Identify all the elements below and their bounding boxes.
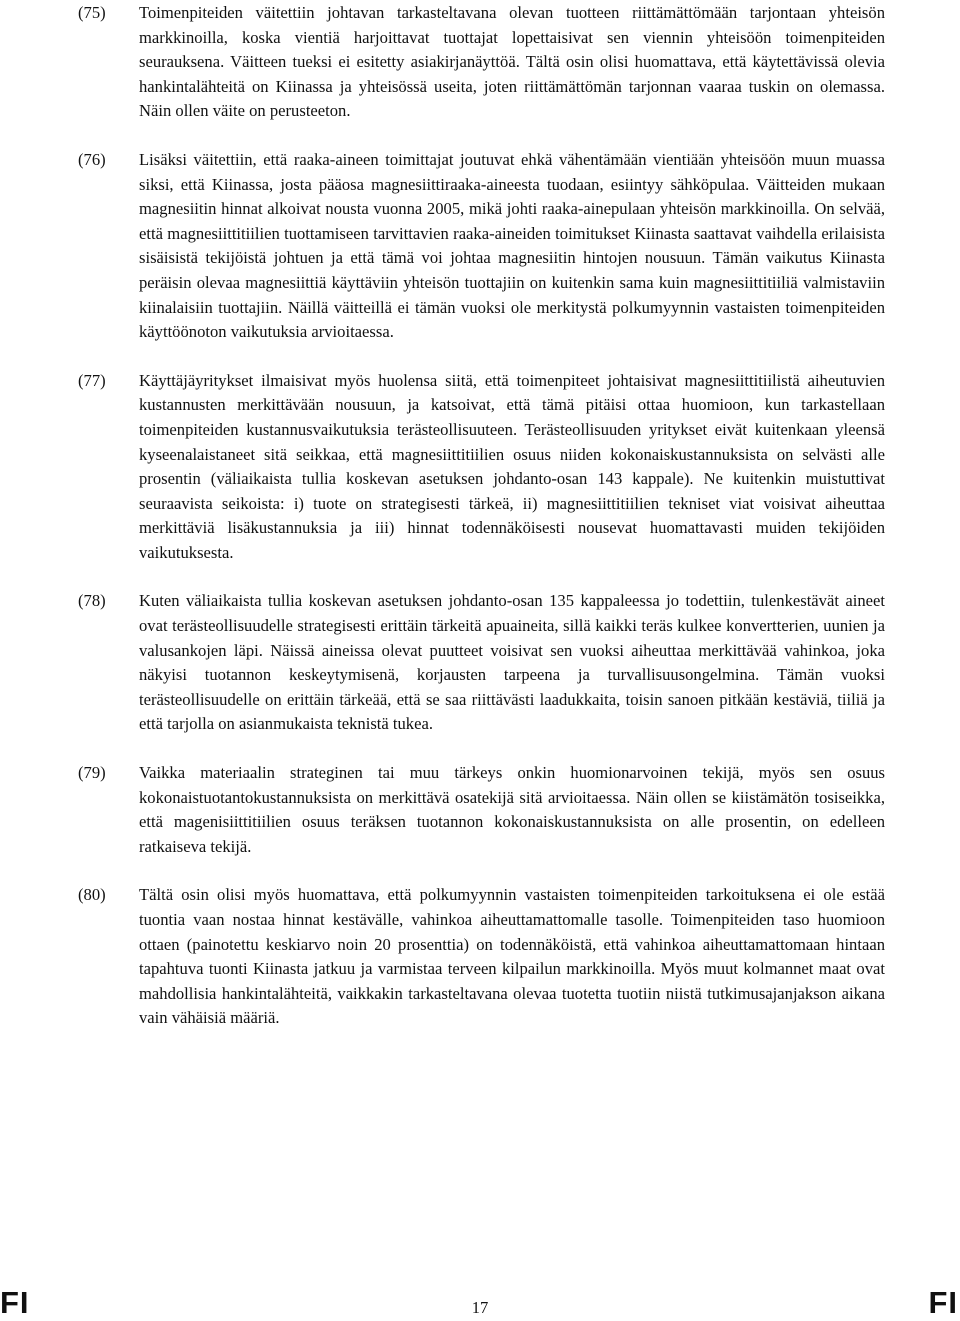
paragraph-text: Kuten väliaikaista tullia koskevan asetuksen johdanto-osan 135 kappaleessa jo todettiin, tulenkestävät aineet ovat terästeollisuudelle strategisesti erittäin tärkeitä apuaineita, sillä kaikki teräs kulkee konvertterien, uunien ja valusankojen läpi. Näissä aineissa olevat puutteet voisivat sen vuoksi aiheuttaa merkittävää vahinkoa, joka näkyisi tuotannon keskeytymisenä, korjausten tarpeena ja turvallisuusongelmina. Tämän vuoksi terästeollisuudelle on erittäin tärkeää, että se saa riittävästi laadukkaita, toisin sanoen pitkään kestäviä, tiiliä ja että tarjolla on asianmukaista teknistä tukea. [139,591,885,734]
paragraph-number: (76) [78,149,106,169]
paragraph-75 [78,1,885,124]
footer-language-code-left: FI [0,1285,30,1320]
paragraph-78 [78,589,885,737]
paragraph-number: (77) [78,370,106,390]
paragraph-number: (78) [78,591,106,611]
page-number: 17 [471,1298,489,1317]
paragraph-text: Lisäksi väitettiin, että raaka-aineen toimittajat joutuvat ehkä vähentämään vientiään yhteisöön muun muassa siksi, että Kiinassa, josta pääosa magnesiittiraaka-aineesta tuodaan, esiintyy sähköpulaa. Väitteiden mukaan magnesiitin hinnat alkoivat nousta vuonna 2005, mikä johti raaka-ainepulaan yhteisön markkinoilla. On selvää, että magnesiittitiilien tuottamiseen tarvittavien raaka-aineiden toimitukset Kiinasta saattavat vaihdella erilaisista sisäisistä tekijöistä johtuen ja että tämä voi johtaa magnesiitin hintojen nousuun. Tämän vaikutus Kiinasta peräisin olevaa magnesiittiä käyttäviin yhteisön tuottajiin on kuitenkin sama kuin magnesiittitiiliä valmistaviin kiinalaisiin tuottajiin. Näillä väitteillä ei tämän vuoksi ole merkitystä polkumyynnin vastaisten toimenpiteiden käyttöönoton vaikutuksia arvioitaessa. [139,149,885,342]
paragraph-text: Toimenpiteiden väitettiin johtavan tarkasteltavana olevan tuotteen riittämättömään tarjontaan yhteisön markkinoilla, koska vientiä harjoittavat tuottajat lopettaisivat sen viennin yhteisöön toimenpiteiden seurauksena. Väitteen tueksi ei esitetty asiakirjanäyttöä. Tältä osin olisi huomattava, että käytettävissä olevia hankintalähteitä on Kiinassa ja yhteisössä useita, joten riittämättömän tarjonnan vaaraa tuskin on olemassa. Näin ollen väite on perusteeton. [139,3,885,121]
paragraph-number: (80) [78,885,106,905]
paragraph-text: Tältä osin olisi myös huomattava, että polkumyynnin vastaisten toimenpiteiden tarkoituksena ei ole estää tuontia vaan nostaa hinnat kestävälle, vahinkoa aiheuttamattomalle tasolle. Toimenpiteiden taso huomioon ottaen (painotettu keskiarvo noin 20 prosenttia) on todennäköistä, että vahinkoa aiheuttamattomaan hintaan tapahtuva tuonti Kiinasta jatkuu ja varmistaa terveen kilpailun markkinoilla. Myös muut kolmannet maat ovat mahdollisia hankintalähteitä, vaikkakin tarkasteltavana olevaa tuotetta tuotiin niistä tutkimusajanjakson aikana vain vähäisiä määriä. [139,885,885,1028]
paragraph-text: Käyttäjäyritykset ilmaisivat myös huolensa siitä, että toimenpiteet johtaisivat magnesiittitiilistä aiheutuvien kustannusten merkittävään nousuun, ja katsoivat, että tämä pitäisi ottaa huomioon, kun tarkastellaan toimenpiteiden kustannusvaikutuksia terästeollisuuteen. Terästeollisuuden yritykset eivät kuitenkaan yleensä kyseenalaistaneet sitä seikkaa, että magnesiittitiilien osuus niiden kokonaiskustannuksista on selvästi alle prosentin (väliaikaista tullia koskevan asetuksen johdanto-osan 143 kappale). Ne kuitenkin muistuttivat seuraavista seikoista: i) tuote on strategisesti tärkeä, ii) magnesiittitiilien tekniset viat voisivat aiheuttaa merkittäviä lisäkustannuksia ja iii) hinnat todennäköisesti nousevat huomattavasti muiden tekijöiden vaikutuksesta. [139,370,885,562]
footer-language-code-right: FI [928,1285,958,1320]
paragraph-number: (75) [78,3,106,22]
paragraph-number: (79) [78,763,106,783]
paragraph-80 [78,883,885,1031]
document-body [78,0,885,1055]
paragraph-79 [78,761,885,859]
paragraph-76 [78,148,885,345]
paragraph-77 [78,369,885,566]
paragraph-text: Vaikka materiaalin strateginen tai muu tärkeys onkin huomionarvoinen tekijä, myös sen osuus kokonaistuotantokustannuksista on merkittävä osatekijä sitä arvioitaessa. Näin ollen se kiistämätön tosiseikka, että magenisiittitiilien osuus teräksen tuotannon kokonaiskustannuksista on alle prosentin, on edelleen ratkaiseva tekijä. [139,763,885,856]
